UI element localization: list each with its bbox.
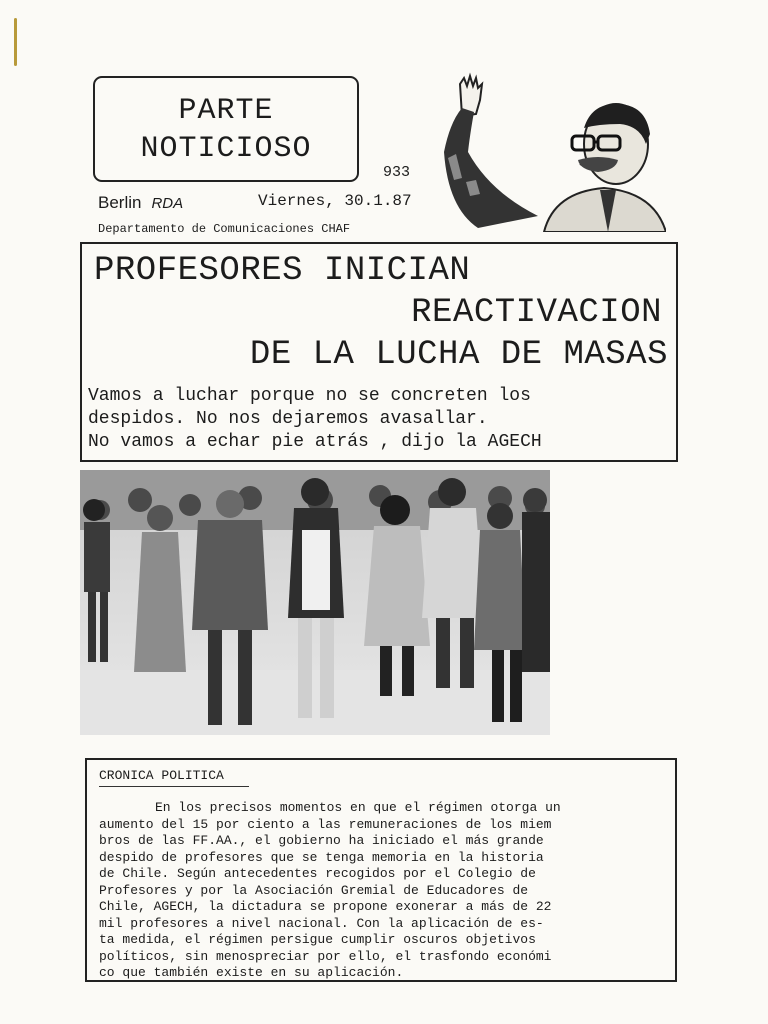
masthead-line-2: NOTICIOSO (140, 132, 312, 166)
cronica-line: aumento del 15 por ciento a las remuneraciones de los miem (99, 816, 552, 832)
cronica-line: co que también existe en su aplicación. (99, 965, 404, 980)
headline-line-3: DE LA LUCHA DE MASAS (249, 336, 668, 374)
city-suffix: RDA (151, 195, 184, 212)
cronica-politica-box (85, 758, 677, 982)
staple-mark (14, 18, 17, 66)
headline-line-1: PROFESORES INICIAN (94, 252, 471, 290)
cronica-title: CRONICA POLITICA (99, 768, 249, 787)
issue-date: Viernes, 30.1.87 (258, 192, 412, 210)
cronica-line: Chile, AGECH, la dictadura se propone exonerar a más de 22 (99, 899, 552, 914)
protest-crowd-photo (80, 470, 550, 735)
cronica-line: políticos, sin menospreciar por ello, el trasfondo económi (99, 948, 552, 964)
headline-line-2: REACTIVACION (411, 294, 662, 332)
cronica-line: mil profesores a nivel nacional. Con la aplicación de es- (99, 915, 544, 931)
department-line: Departamento de Comunicaciones CHAF (98, 222, 351, 236)
masthead-line-1: PARTE (178, 94, 274, 128)
issue-number: 933 (383, 164, 411, 181)
city-name: Berlin (98, 193, 142, 212)
subhead-line-3: No vamos a echar pie atrás , dijo la AGECH (88, 432, 542, 452)
cronica-line: despido de profesores que se tenga memoria en la historia (99, 849, 544, 865)
cronica-line: En los precisos momentos en que el régimen otorga un (155, 800, 561, 815)
subhead-line-2: despidos. No nos dejaremos avasallar. (88, 409, 488, 429)
cronica-line: bros de las FF.AA., el gobierno ha iniciado el más grande (99, 833, 544, 848)
cronica-line: ta medida, el régimen persigue cumplir oscuros objetivos (99, 932, 536, 947)
city-label (98, 193, 183, 213)
headline-box (80, 242, 678, 462)
subhead-line-1: Vamos a luchar porque no se concreten los (88, 386, 531, 406)
masthead-box (93, 76, 359, 182)
cronica-line: Profesores y por la Asociación Gremial de Educadores de (99, 882, 529, 898)
portrait-photo (434, 72, 666, 232)
cronica-body (99, 800, 671, 982)
cronica-line: de Chile. Según antecedentes recogidos por el Colegio de (99, 866, 536, 881)
